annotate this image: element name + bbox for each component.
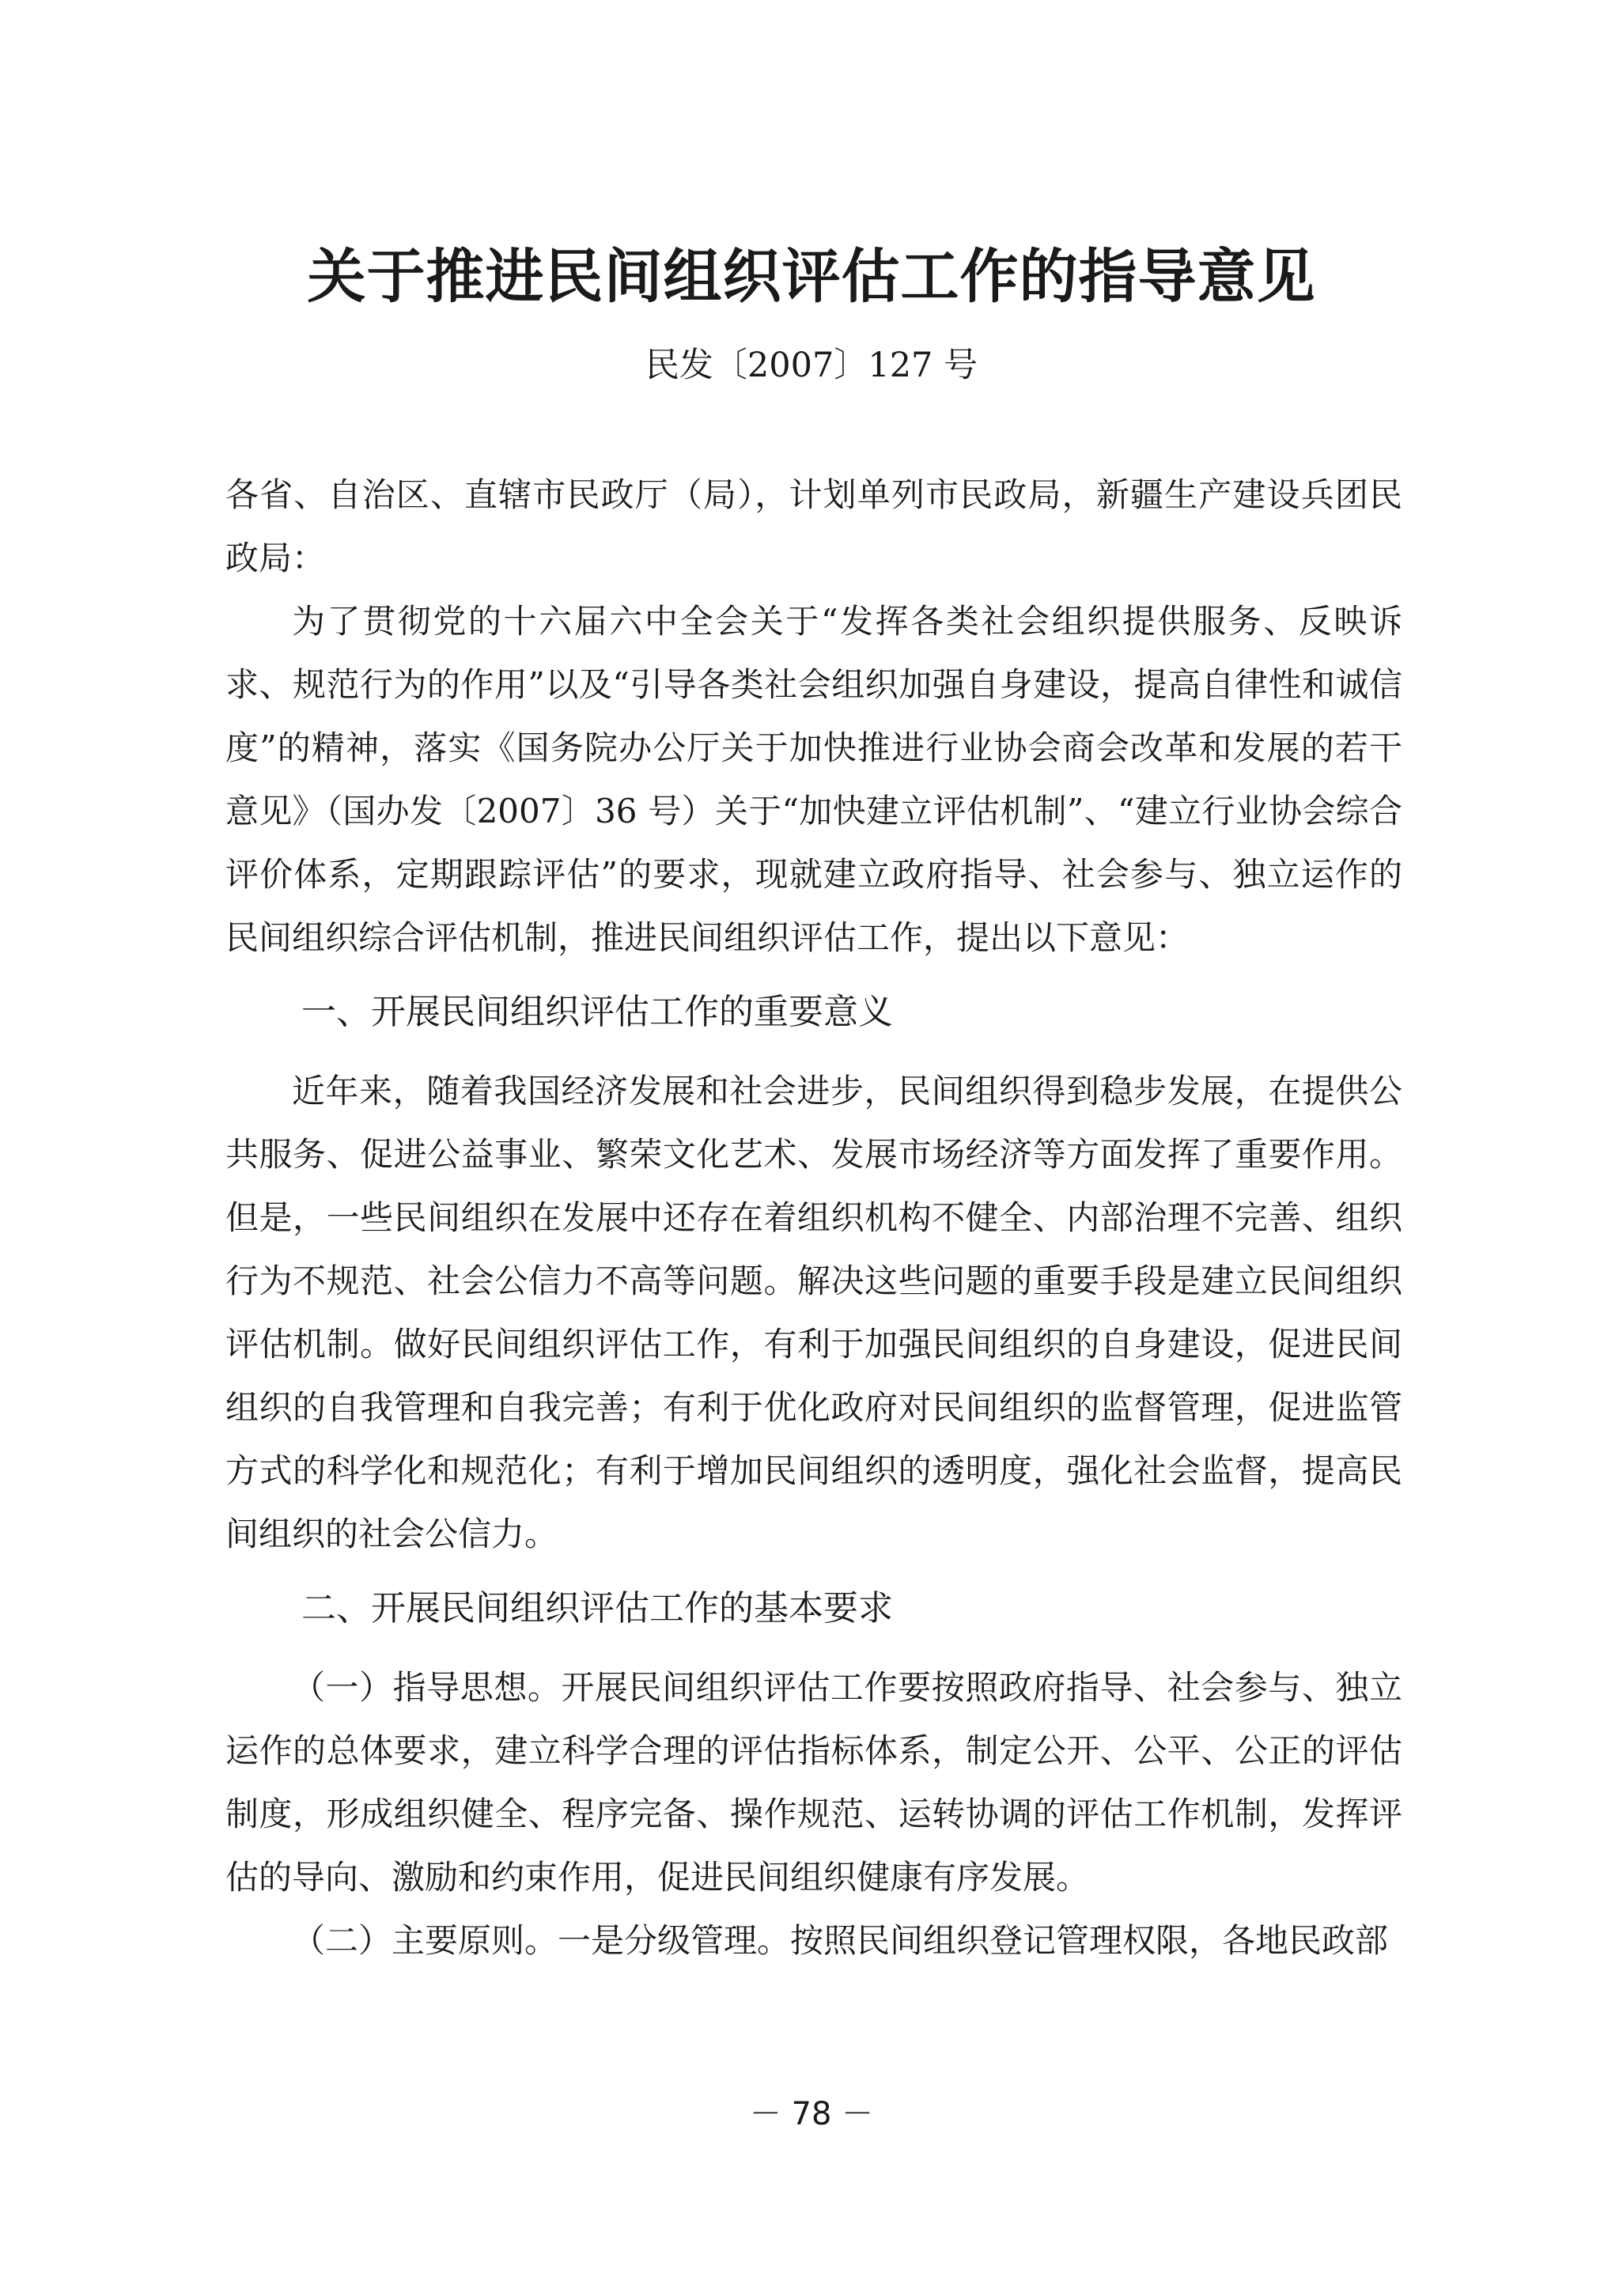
document-title: 关于推进民间组织评估工作的指导意见 <box>307 243 1316 311</box>
page-number: － 78 － <box>749 2096 874 2132</box>
document-body <box>225 463 1402 1973</box>
document-number: 民发〔2007〕127 号 <box>645 346 978 385</box>
addressee: 各省、自治区、直辖市民政厅（局），计划单列市民政局，新疆生产建设兵团民政局： <box>225 475 1402 577</box>
intro-paragraph: 为了贯彻党的十六届六中全会关于“发挥各类社会组织提供服务、反映诉求、规范行为的作用”以及“引导各类社会组织加强自身建设，提高自律性和诚信度”的精神，落实《国务院办公厅关于加快推进行业协会商会改革和发展的若干意见》（国办发〔2007〕36 号）关于“加快建立评估机制”、“建立行业协会综合评价体系，定期跟踪评估”的要求，现就建立政府指导、社会参与、独立运作的民间组织综合评估机制，推进民间组织评估工作，提出以下意见： <box>225 602 1402 957</box>
section-1-paragraph: 近年来，随着我国经济发展和社会进步，民间组织得到稳步发展，在提供公共服务、促进公益事业、繁荣文化艺术、发展市场经济等方面发挥了重要作用。但是，一些民间组织在发展中还存在着组织机构不健全、内部治理不完善、组织行为不规范、社会公信力不高等问题。解决这些问题的重要手段是建立民间组织评估机制。做好民间组织评估工作，有利于加强民间组织的自身建设，促进民间组织的自我管理和自我完善；有利于优化政府对民间组织的监督管理，促进监管方式的科学化和规范化；有利于增加民间组织的透明度，强化社会监督，提高民间组织的社会公信力。 <box>225 1072 1402 1553</box>
section-2-paragraph-2: （二）主要原则。一是分级管理。按照民间组织登记管理权限，各地民政部 <box>292 1921 1389 1960</box>
section-2-heading: 二、开展民间组织评估工作的基本要求 <box>301 1588 893 1628</box>
section-1-heading: 一、开展民间组织评估工作的重要意义 <box>301 992 893 1032</box>
section-2-paragraph-1: （一）指导思想。开展民间组织评估工作要按照政府指导、社会参与、独立运作的总体要求，建立科学合理的评估指标体系，制定公开、公平、公正的评估制度，形成组织健全、程序完备、操作规范、运转协调的评估工作机制，发挥评估的导向、激励和约束作用，促进民间组织健康有序发展。 <box>225 1668 1402 1897</box>
